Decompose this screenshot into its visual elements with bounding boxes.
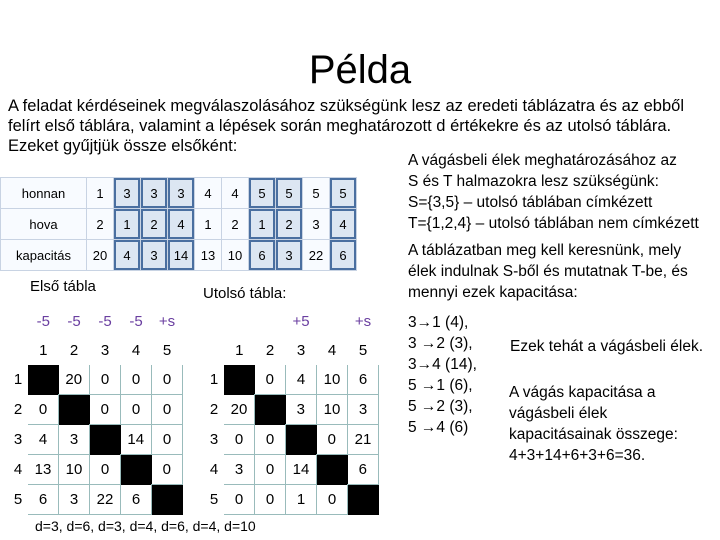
- cut-edge: 3→4 (14),: [408, 356, 477, 373]
- sum-line: 4+3+14+6+3+6=36.: [509, 447, 646, 464]
- column-header: 5: [358, 342, 368, 359]
- explanation-line: S és T halmazokra lesz szükségünk:: [408, 173, 659, 190]
- first-table-cell: 20: [87, 240, 114, 271]
- last-table-label: Utolsó tábla:: [203, 285, 287, 302]
- matrix-cell: 0: [90, 395, 121, 425]
- header-row: [204, 336, 379, 365]
- diagonal-cell: [348, 485, 379, 515]
- cut-edge: 3 →2 (3),: [408, 335, 473, 352]
- d-values: d=3, d=6, d=3, d=4, d=6, d=4, d=10: [35, 518, 256, 534]
- matrix-cell: 0: [317, 485, 348, 515]
- first-table-cell: 6: [249, 240, 276, 271]
- column-header: 2: [265, 342, 275, 359]
- matrix-cell: 4: [28, 425, 59, 455]
- matrix-cell: 0: [28, 395, 59, 425]
- first-table-cell: 4: [168, 209, 195, 240]
- cut-edge: 3→1 (4),: [408, 314, 469, 331]
- first-table-cell: 4: [222, 178, 249, 209]
- diagonal-cell: [59, 395, 90, 425]
- explanation-line: T={1,2,4} – utolsó táblában nem címkézett: [408, 215, 699, 232]
- first-table-cell: 13: [195, 240, 222, 271]
- matrix-cell: 0: [90, 455, 121, 485]
- intro-line: Ezeket gyűjtjük össze elsőként:: [8, 137, 238, 155]
- first-table-cell: 4: [330, 209, 357, 240]
- matrix-row: [8, 395, 183, 425]
- label-mark: [224, 307, 255, 336]
- matrix-cell: 0: [152, 395, 183, 425]
- first-table-cell: 2: [87, 209, 114, 240]
- diagonal-cell: [152, 485, 183, 515]
- diagonal-cell: [224, 365, 255, 395]
- first-table-cell: 6: [330, 240, 357, 271]
- header-row: [8, 336, 183, 365]
- matrix-row: [204, 395, 379, 425]
- page-title: Példa: [308, 48, 412, 92]
- matrix-cell: 6: [348, 365, 379, 395]
- first-table-cell: 3: [303, 209, 330, 240]
- matrix-cell: 0: [152, 455, 183, 485]
- matrix-cell: 10: [317, 395, 348, 425]
- label-mark: [317, 307, 348, 336]
- row-header: kapacitás: [1, 240, 87, 271]
- first-table-row: [1, 240, 357, 271]
- matrix-cell: 0: [255, 425, 286, 455]
- column-header: 3: [100, 342, 110, 359]
- matrix-cell: 4: [286, 365, 317, 395]
- matrix-row: [8, 485, 183, 515]
- diagonal-cell: [90, 425, 121, 455]
- matrix-cell: 14: [286, 455, 317, 485]
- first-table-cell: 1: [249, 209, 276, 240]
- matrix-cell: 6: [121, 485, 152, 515]
- label-row: [8, 307, 183, 336]
- column-header: 1: [39, 342, 48, 359]
- first-table-cell: 3: [276, 240, 303, 271]
- label-mark: +s: [354, 313, 372, 330]
- label-mark: -5: [129, 313, 143, 330]
- intro-line: felírt első táblára, valamint a lépések során meghatározott d értékekre és az utolsó táblára.: [8, 117, 672, 135]
- cut-capacity-text: [509, 382, 678, 466]
- matrix-cell: 0: [255, 485, 286, 515]
- matrix-cell: 3: [59, 425, 90, 455]
- first-table-cell: 5: [303, 178, 330, 209]
- label-mark: +5: [292, 313, 310, 330]
- intro-line: A feladat kérdéseinek megválaszolásához szükségünk lesz az eredeti táblázatra és az ebből: [8, 97, 684, 115]
- first-table-cell: 10: [222, 240, 249, 271]
- matrix-cell: 0: [224, 425, 255, 455]
- sum-line: kapacitásainak összege:: [509, 426, 678, 443]
- diagonal-cell: [28, 365, 59, 395]
- label-mark: -5: [67, 313, 81, 330]
- matrix-row: [204, 455, 379, 485]
- label-mark: -5: [98, 313, 112, 330]
- last-matrix: [204, 307, 379, 515]
- matrix-row: [204, 425, 379, 455]
- first-table-cell: 3: [141, 240, 168, 271]
- matrix-row: [8, 365, 183, 395]
- first-table-cell: 3: [114, 178, 141, 209]
- label-row: [204, 307, 379, 336]
- column-header: 4: [131, 342, 141, 359]
- matrix-cell: 20: [224, 395, 255, 425]
- column-header: 4: [327, 342, 337, 359]
- matrix-cell: 3: [224, 455, 255, 485]
- explanation-line: A vágásbeli élek meghatározásához az: [408, 152, 677, 169]
- matrix-cell: 0: [255, 455, 286, 485]
- sum-line: vágásbeli élek: [509, 405, 608, 422]
- column-header: 5: [162, 342, 172, 359]
- first-table-label: Első tábla: [30, 278, 96, 295]
- first-table-cell: 5: [276, 178, 303, 209]
- conclusion-text: Ezek tehát a vágásbeli élek.: [510, 338, 704, 355]
- first-table-cell: 2: [141, 209, 168, 240]
- matrix-cell: 0: [224, 485, 255, 515]
- first-table-row: [1, 178, 357, 209]
- row-index: 4: [13, 461, 23, 478]
- explanation-line: élek indulnak S-ből és mutatnak T-be, és: [408, 263, 688, 280]
- matrix-cell: 10: [317, 365, 348, 395]
- first-table-cell: 22: [303, 240, 330, 271]
- first-table-cell: 3: [141, 178, 168, 209]
- intro-text: [8, 96, 708, 156]
- matrix-cell: 0: [152, 365, 183, 395]
- explanation-line: A táblázatban meg kell keresnünk, mely: [408, 242, 682, 259]
- matrix-cell: 0: [152, 425, 183, 455]
- row-index: 5: [209, 491, 219, 508]
- matrix-cell: 1: [286, 485, 317, 515]
- explanation-line: mennyi ezek kapacitása:: [408, 284, 578, 301]
- cut-edge: 5 →1 (6),: [408, 377, 473, 394]
- first-table-cell: 2: [276, 209, 303, 240]
- matrix-cell: 0: [121, 395, 152, 425]
- matrix-cell: 13: [28, 455, 59, 485]
- first-table-cell: 2: [222, 209, 249, 240]
- matrix-cell: 6: [28, 485, 59, 515]
- first-table-cell: 4: [195, 178, 222, 209]
- label-mark: +s: [158, 313, 176, 330]
- row-index: 2: [209, 401, 219, 418]
- label-mark: -5: [36, 313, 50, 330]
- column-header: 1: [235, 342, 244, 359]
- cut-edges-list: [408, 312, 477, 438]
- matrix-cell: 3: [59, 485, 90, 515]
- matrix-cell: 21: [348, 425, 379, 455]
- matrix-cell: 0: [90, 365, 121, 395]
- matrix-cell: 0: [255, 365, 286, 395]
- first-table-cell: 1: [114, 209, 141, 240]
- diagonal-cell: [317, 455, 348, 485]
- first-table-cell: 14: [168, 240, 195, 271]
- row-index: 3: [209, 431, 219, 448]
- first-table-cell: 1: [87, 178, 114, 209]
- cut-edge: 5 →2 (3),: [408, 398, 473, 415]
- first-table-cell: 4: [114, 240, 141, 271]
- first-table-cell: 5: [330, 178, 357, 209]
- label-mark: [255, 307, 286, 336]
- matrix-cell: 3: [348, 395, 379, 425]
- matrix-cell: 22: [90, 485, 121, 515]
- matrix-row: [8, 425, 183, 455]
- first-table-cell: 3: [168, 178, 195, 209]
- explanation-line: S={3,5} – utolsó táblában címkézett: [408, 194, 653, 211]
- row-index: 4: [209, 461, 219, 478]
- matrix-cell: 6: [348, 455, 379, 485]
- diagonal-cell: [286, 425, 317, 455]
- row-header: hova: [1, 209, 87, 240]
- first-matrix: [8, 307, 183, 515]
- row-index: 5: [13, 491, 23, 508]
- column-header: 3: [296, 342, 306, 359]
- explanation-text: [408, 150, 718, 303]
- matrix-cell: 14: [121, 425, 152, 455]
- matrix-cell: 3: [286, 395, 317, 425]
- first-table: [0, 177, 357, 271]
- first-table-cell: 1: [195, 209, 222, 240]
- sum-line: A vágás kapacitása a: [509, 384, 656, 401]
- matrix-cell: 10: [59, 455, 90, 485]
- row-index: 1: [13, 371, 23, 389]
- matrix-row: [204, 365, 379, 395]
- row-header: honnan: [1, 178, 87, 209]
- diagonal-cell: [255, 395, 286, 425]
- matrix-cell: 0: [121, 365, 152, 395]
- row-index: 3: [13, 431, 23, 448]
- row-index: 2: [13, 401, 23, 418]
- cut-edge: 5 →4 (6): [408, 419, 469, 436]
- first-table-cell: 5: [249, 178, 276, 209]
- diagonal-cell: [121, 455, 152, 485]
- matrix-row: [204, 485, 379, 515]
- first-table-row: [1, 209, 357, 240]
- row-index: 1: [209, 371, 219, 389]
- column-header: 2: [69, 342, 79, 359]
- matrix-cell: 20: [59, 365, 90, 395]
- matrix-row: [8, 455, 183, 485]
- matrix-cell: 0: [317, 425, 348, 455]
